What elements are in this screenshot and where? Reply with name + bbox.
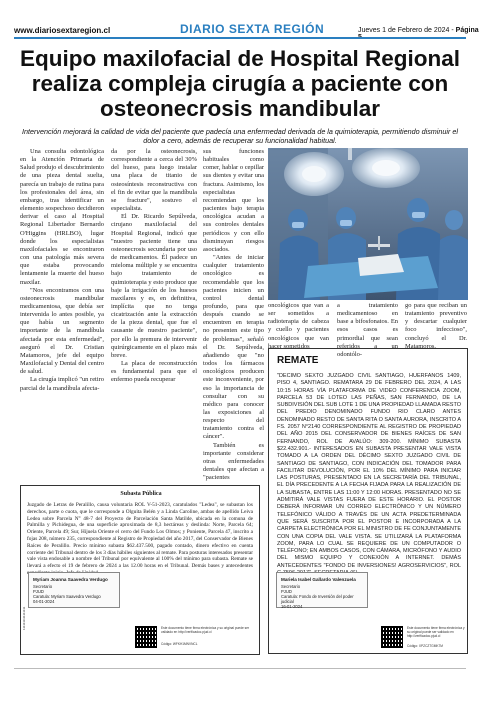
vertical-code: 1111111111111111: [22, 606, 26, 630]
verify-text: Este documento tiene firma electrónica y su original puede ser validado en http://verificadoc.pjud.cl: [161, 626, 250, 634]
operating-room-image: [268, 148, 468, 300]
page-header: [0, 0, 480, 38]
paragraph: El Dr. Ricardo Sepúlveda, cirujano maxilofacial del Hospital Regional, indicó que "nuestro paciente tiene una osteonecrosis secundaria por uso de medicamentos. Él padece un mieloma múltiple y se encuentra bajo tratamiento de quimioterapia y esto produce que baje la irrigación de los huesos maxilares y es, en definitiva, implícita que no tenga cicatrización ante la extracción de la pieza dental, que fue el causante de nuestro paciente", por ello la premura de intervenir quirúrgicamente en el plazo más breve.: [111, 213, 197, 359]
verify-code: Código: XPZCZTGMK7M: [407, 644, 443, 648]
qr-code-icon: [381, 626, 403, 648]
article-column-1: [20, 148, 104, 393]
footer-rule: [14, 668, 466, 669]
verify-code: Código: WFKH1MNVNCL: [161, 642, 198, 646]
article-column-2: [111, 148, 197, 385]
paragraph: oncológicos que van a ser sometidos a radioterapia de cabeza y cuello y pacientes oncológicos que van hacer sometidos: [268, 302, 329, 350]
newspaper-name: DIARIO SEXTA REGIÓN: [180, 22, 325, 36]
left-signature: [28, 572, 120, 608]
article-headline: Equipo maxilofacial de Hospital Regional realiza compleja cirugía a paciente con osteonecrosis mandibular: [19, 46, 461, 121]
signer-role: Secretario PJUD Caratula: Myriam Saavedra Verdugo 04-01-2024: [33, 584, 101, 604]
article-subhead: Intervención mejorará la calidad de vida del paciente que padecía una enfermedad derivada de la quimioterapia, permitiendo disminuir el dolor a cero, además de recuperar su funcionalidad habitual.: [22, 127, 458, 145]
paragraph: sus funciones habituales como comer, hablar o cepillar sus dientes y evitar una fractura. Asimismo, los especialistas recomiendan que los pacientes bajo terapia oncológica acudan a sus controles dentales periódicos y con ello disminuyan riesgos asociados.: [203, 148, 264, 253]
remate-title: REMATE: [277, 355, 319, 366]
signer-name: Myriam Joanna Saavedra Verdugo: [33, 577, 108, 582]
paragraph: go para que reciban un tratamiento preventivo y descartar cualquier foco infeccioso", concluyó el Dr. Matamoros.: [405, 302, 467, 350]
issue-date: Jueves 1 de Febrero de 2024 - Página: [358, 27, 480, 41]
right-signature: [276, 572, 368, 608]
verify-text: Este documento tiene firma electrónica y su original puede ser validado en http://verificadoc.pjud.cl: [407, 626, 465, 638]
article-column-6: [405, 302, 467, 351]
page-number: Página: [455, 27, 479, 34]
article-column-3: [203, 148, 264, 482]
surgery-photo: [268, 148, 468, 300]
remate-body: "DECIMO SEXTO JUZGADO CIVIL SANTIAGO, HUERFANOS 1409, PISO 4, SANTIAGO. REMATARA 29 DE FEBRERO DEL 2024, A LAS 10:15 HORAS VÍA PLATAFORMA DE VIDEO CONFERENCIA ZOOM, PARCELA 53 DE LOTEO LAS PEÑAS, SAN FERNANDO, DE LA SUBDIVISIÓN DEL SUB LOTE 1 DE UNA PROPIEDAD LLAMADA RESTO DEL PREDIO DENOMINADO FUNDO RIO CLARO ANTES DENOMINADO RESTO DE SANTA RITA O SANTA AURORA, INSCRITO A FS. 2057 N°2140 CORRESPONDIENTE AL REGISTRO DE PROPIEDAD DEL AÑO 2015 DEL CONSERVADOR DE BIENES RAÍCES DE SAN FERNANDO, ROL DE AVALÚO: 309-200. MÍNIMO SUBASTA $22.432.901.- INTERESADOS EN SUBASTA PRESENTAR VALE VISTA TOMADO A LA ORDEN DEL DÉCIMO SEXTO JUZGADO CIVIL DE SANTIAGO DE SANTIAGO, CON INDICACIÓN DEL TOMADOR PARA FACILITAR DEVOLUCIÓN, POR EL 10% DEL MÍNIMO PARA INICIAR LAS POSTURAS, PRESENTADO EN LA SECRETARÍA DEL TRIBUNAL, EL DÍA PRECEDENTE A LA FECHA FIJADA PARA LA REALIZACIÓN DE LA SUBASTA, ENTRE LAS 11:00 Y 12:00 HORAS. PRESENTADO NO SE ADMITIRÁ VALE VISTAS FUERA DE ESTE HORARIO. EL POSTOR DEBERÁ INFORMAR UN CORREO ELECTRÓNICO Y UN NÚMERO TELEFÓNICO VÁLIDO A TRAVÉS DE UN ACTA PREDETERMINADA QUE SERÁ SUSCRITA POR EL POSTOR E INCORPORADA A LA CARPETA ELECTRÓNICA POR EL MINISTRO DE FE CONJUNTAMENTE CON UNA COPIA DEL VALE VISTA. SE UTILIZARÁ LA PLATAFORMA ZOOM, PARA LO CUAL SE REQUIERE DE UN COMPUTADOR O TELÉFONO; EN AMBOS CASOS, CON CÁMARA, MICRÓFONO Y AUDIO DEL MISMO EQUIPO Y CONEXIÓN A INTERNET. DEMÁS ANTECEDENTES "FONDO DE INVERSIONES! AGROSERVICIOS", ROL: [277, 373, 461, 569]
paragraph: "Nos encontramos con una osteonecrosis mandibular medicamentosa, que debía ser intervenida lo antes posible, ya que había un segmento importante de la mandíbula afectada por esta enfermedad", aseguró el Dr. Cristian Matamoros, jefe del equipo Maxilofacial y Dental del centro de salud.: [20, 286, 104, 376]
subasta-body: Juzgado de Letras de Peralillo, causa voluntaria ROL V-51-2023, caratulados "Ledea", se subastan los derechos, parte o cuota, que le corresponde a Olguita Belén y a Linda Caroline, ambas de apellido Leiva Ledea sobre Parcela N° 48-7 del Proyecto de Parcelación Santa Matilde, ubicada en la comuna de Palmilla y Pichidegua, de una superficie aproximada de 8,3 hectáreas y deslinda: Norte, Parcela 64; Oriente, Parcela 49; Sur, Hijuela Oriente el cerro del Fundo Los Olmos; y Poniente, Parcela 47, inscrito a fojas 208, número 235, correspondiente al Registro de Propiedad del año 2017, del Conservador de Bienes Raíces de Peralillo. Precio mínimo subasta $62.437.500, pagado contado, dinero efectivo en cuenta corriente del Tribunal dentro de los 3 días hábiles siguientes al remate. Para posturas interesados presentar vale vista endosable a nombre del Tribunal por equivalente al 100% del mínimo para subasta. Remate se llevará a efecto el 19 de febrero de 2024 a las 12.00 horas en el Tribunal. Demás bases y antecedentes: [27, 502, 253, 570]
paragraph: También es importante considerar otras enfermedades dentales que afectan a "pacientes: [203, 441, 264, 482]
header-rule: [14, 37, 466, 39]
paragraph: La placa de reconstrucción es fundamental para que el enfermo pueda recuperar: [111, 360, 197, 384]
signer-role: Secretario PJUD Caratula: Fondo de Inversión del poder judicial 16-01-2024: [281, 584, 354, 609]
qr-code-icon: [135, 626, 157, 648]
article-column-4: [268, 302, 329, 351]
paragraph: La cirugía implicó "un retiro parcial de la mandíbula afecta-: [20, 376, 104, 392]
paragraph: Una consulta odontológica en la Atención Primaria de Salud produjo el descubrimiento de una pieza dental suelta, parecía un trabajo de rutina para los profesionales del área, sin embargo, tras identificar un elemento sospechoso decidieron derivar el caso al Hospital Regional Libertador Bernardo O'Higgins (HRLBO), lugar donde los especialistas maxilofaciales se encontraron con una patología más severa que estaba provocando lentamente la muerte del hueso maxilar.: [20, 148, 104, 286]
paragraph: a tratamiento medicamentoso en base a bifosfonatos. En esos casos es primordial que sean referidos a un odontólo-: [337, 302, 398, 358]
site-url[interactable]: www.diariosextaregion.cl: [14, 26, 111, 35]
signer-name: Mariela Isabel Gallardo Valenzuela: [281, 577, 356, 582]
paragraph: da por la osteonecrosis, correspondiente a cerca del 30% del hueso, para luego instalar una placa de titanio de osteosíntesis reconstructiva con el fin de evitar que la mandíbula se fracture", sostuvo el especialista.: [111, 148, 197, 213]
paragraph: "Antes de iniciar cualquier tratamiento oncológico es recomendable que los pacientes inicien un control dental profundo, para que después cuando se encuentren en terapia no presenten este tipo de problemas", señaló el Dr. Sepúlveda, añadiendo que "no todos los fármacos oncológicos producen este inconveniente, por eso la importancia de consultar con su médico para conocer las exposiciones al respecto del tratamiento contra el cáncer".: [203, 254, 264, 441]
subasta-title: Subasta Pública: [120, 491, 162, 497]
